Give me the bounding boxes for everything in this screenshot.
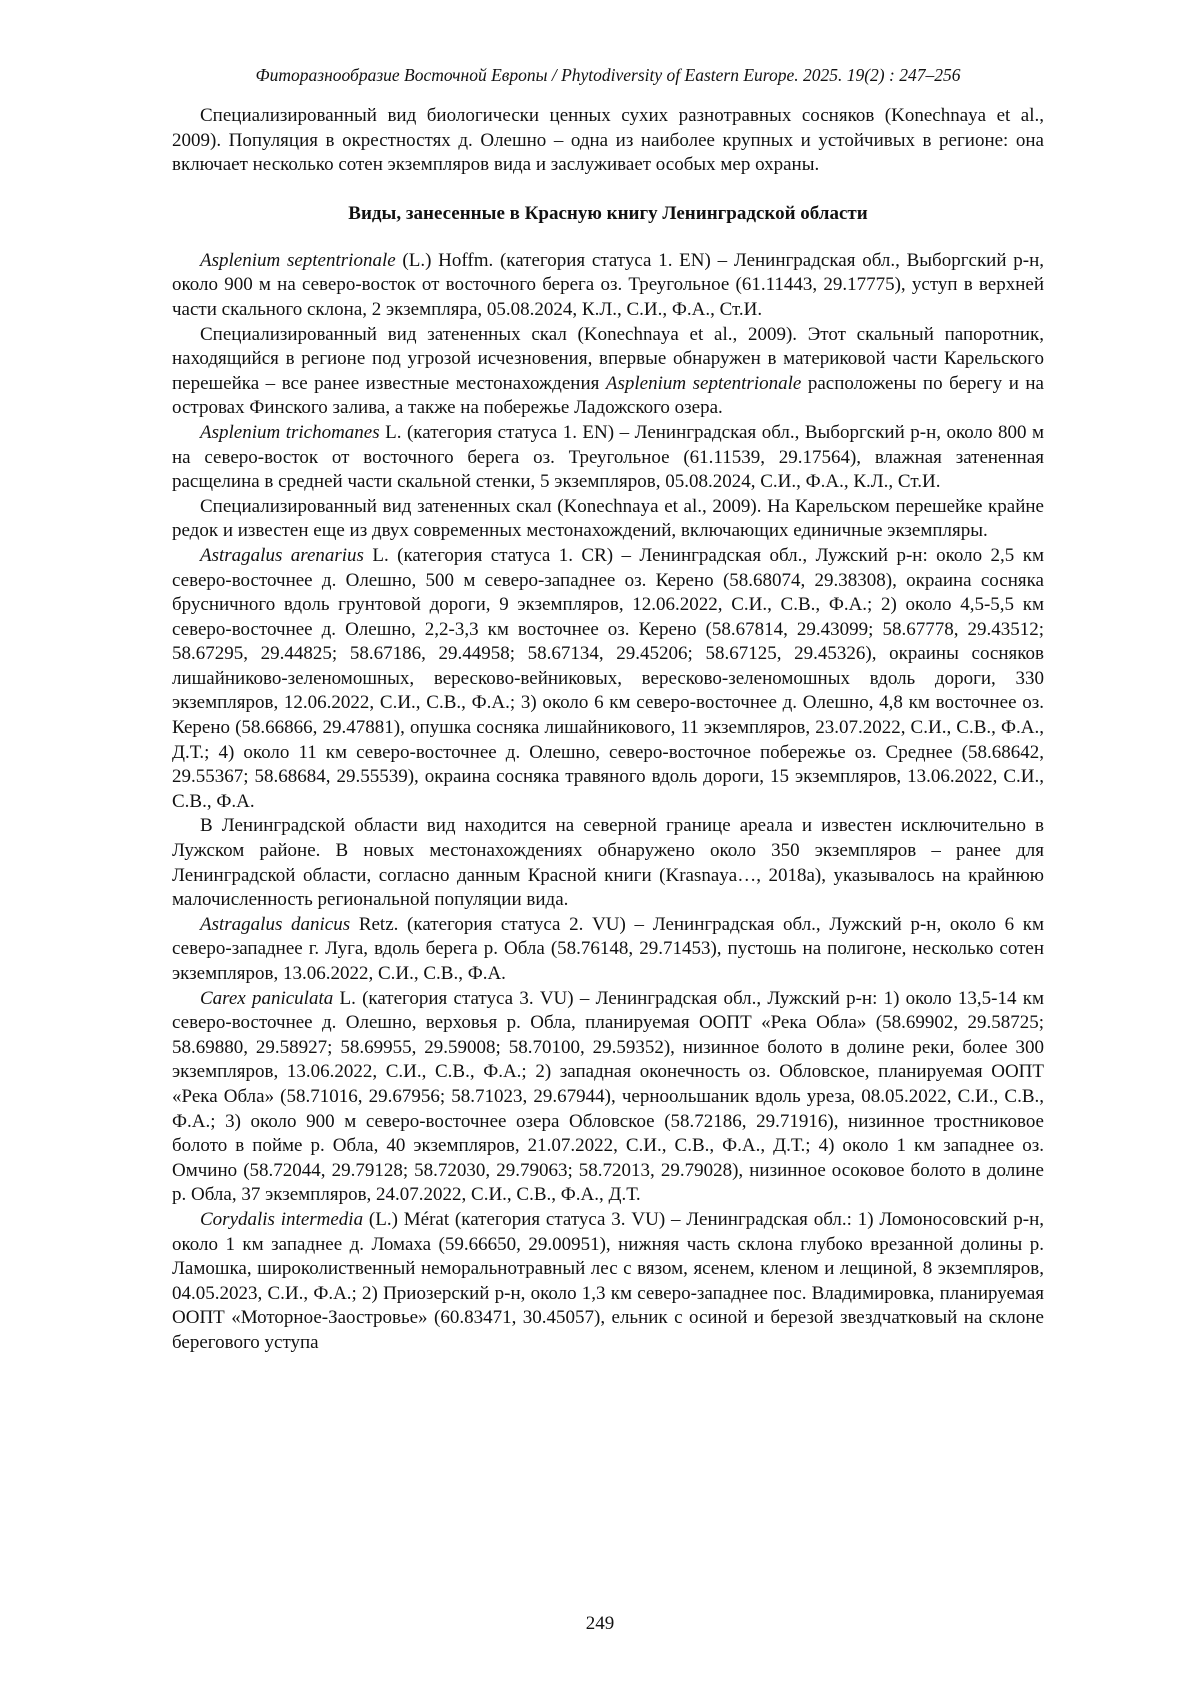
species-name: Carex paniculata xyxy=(200,988,333,1009)
text-run: L. (категория статуса 3. VU) – Ленинградская обл., Лужский р-н: 1) около 13,5-14 км северо-восточнее д. Олешно, верховья р. Обла, планируемая ООПТ «Река Обла» (58.69902, 29.58725; 58.69880, 29.58927; 58.69955, 29.59008; 58.70100, 29.59352), низинное болото в долине реки, более 300 экземпляров, 13.06.2022, С.И., С.В., Ф.А.; 2) западная оконечность оз. Обловское, планируемая ООПТ «Река Обла» (58.71016, 29.67956; 58.71023, 29.67944), черноольшаник вдоль уреза, 08.05.2022, С.И., С.В., Ф.А.; 3) около 900 м северо-восточнее озера Обловское (58.72186, 29.71916), низинное тростниковое болото в пойме р. Обла, 40 экземпляров, 21.07.2022, С.И., С.В., Ф.А., Д.Т.; 4) около 1 км западнее оз. Омчино (58.72044, 29.79128; 58.72030, 29.79063; 58.72013, 29.79028), низинное осоковое болото в долине р. Обла, 37 экземпляров, 24.07.2022, С.И., С.В., Ф.А., Д.Т. xyxy=(172,988,1044,1206)
page-body xyxy=(172,62,1044,1356)
text-run: (L.) Hoffm. (категория статуса 1. EN) – Ленинградская обл., Выборгский р-н, около 900 м на северо-восток от восточного берега оз. Треугольное (61.11443, 29.17775), уступ в верхней части скального склона, 2 экземпляра, 05.08.2024, К.Л., С.И., Ф.А., Ст.И. xyxy=(172,250,1044,320)
text-run: Retz. (категория статуса 2. VU) – Ленинградская обл., Лужский р-н, около 6 км северо-западнее г. Луга, вдоль берега р. Обла (58.76148, 29.71453), пустошь на полигоне, несколько сотен экземпляров, 13.06.2022, С.И., С.В., Ф.А. xyxy=(172,914,1044,984)
paragraph xyxy=(172,987,1044,1208)
paragraph xyxy=(172,544,1044,815)
paragraph xyxy=(172,814,1044,912)
paragraph xyxy=(172,104,1044,178)
species-name: Asplenium trichomanes xyxy=(200,422,380,443)
paragraph xyxy=(172,249,1044,323)
species-name: Asplenium septentrionale xyxy=(200,250,396,271)
text-run: В Ленинградской области вид находится на северной границе ареала и известен исключительно в Лужском районе. В новых местонахождениях обнаружено около 350 экземпляров – ранее для Ленинградской области, согласно данным Красной книги (Krasnaya…, 2018a), указывалось на крайнюю малочисленность региональной популяции вида. xyxy=(172,815,1044,910)
paragraph xyxy=(172,913,1044,987)
species-name: Astragalus arenarius xyxy=(200,545,364,566)
text-run: (L.) Mérat (категория статуса 3. VU) – Ленинградская обл.: 1) Ломоносовский р-н, около 1 км западнее д. Ломаха (59.66650, 29.00951), нижняя часть склона глубоко врезанной долины р. Ламошка, широколиственный неморальнотравный лес с вязом, ясенем, кленом и лещиной, 8 экземпляров, 04.05.2023, С.И., Ф.А.; 2) Приозерский р-н, около 1,3 км северо-западнее пос. Владимировка, планируемая ООПТ «Моторное-Заостровье» (60.83471, 30.45057), ельник с осиной и березой звездчатковый на склоне берегового уступа xyxy=(172,1209,1044,1353)
section-heading: Виды, занесенные в Красную книгу Ленинградской области xyxy=(172,202,1044,226)
species-name: Corydalis intermedia xyxy=(200,1209,363,1230)
paragraph xyxy=(172,495,1044,544)
paragraph xyxy=(172,421,1044,495)
running-header: Фиторазнообразие Восточной Европы / Phytodiversity of Eastern Europe. 2025. 19(2) : 247–256 xyxy=(172,62,1044,88)
species-name: Astragalus danicus xyxy=(200,914,350,935)
species-name: Asplenium septentrionale xyxy=(606,373,801,394)
page-number: 249 xyxy=(0,1613,1200,1635)
text-run: расположены по берегу и на островах Финского залива, а также на побережье Ладожского озера. xyxy=(172,373,1044,419)
text-run: Специализированный вид биологически ценных сухих разнотравных сосняков (Konechnaya et al., 2009). Популяция в окрестностях д. Олешно – одна из наиболее крупных и устойчивых в регионе: она включает несколько сотен экземпляров вида и заслуживает особых мер охраны. xyxy=(172,105,1044,175)
text-run: L. (категория статуса 1. EN) – Ленинградская обл., Выборгский р-н, около 800 м на северо-восток от восточного берега оз. Треугольное (61.11539, 29.17564), влажная затененная расщелина в средней части скальной стенки, 5 экземпляров, 05.08.2024, С.И., Ф.А., К.Л., Ст.И. xyxy=(172,422,1044,492)
article-content xyxy=(172,104,1044,1356)
text-run: L. (категория статуса 1. CR) – Ленинградская обл., Лужский р-н: около 2,5 км северо-восточнее д. Олешно, 500 м северо-западнее оз. Керено (58.68074, 29.38308), окраина сосняка брусничного вдоль грунтовой дороги, 9 экземпляров, 12.06.2022, С.И., С.В., Ф.А.; 2) около 4,5-5,5 км северо-восточнее д. Олешно, 2,2-3,3 км восточнее оз. Керено (58.67814, 29.43099; 58.67778, 29.43512; 58.67295, 29.44825; 58.67186, 29.44958; 58.67134, 29.45206; 58.67125, 29.45326), окраины сосняков лишайниково-зеленомошных, вересково-вейниковых, вересково-зеленомошных вдоль дороги, 330 экземпляров, 12.06.2022, С.И., С.В., Ф.А.; 3) около 6 км северо-восточнее д. Олешно, 4,8 км восточнее оз. Керено (58.66866, 29.47881), опушка сосняка лишайникового, 11 экземпляров, 23.07.2022, С.И., С.В., Ф.А., Д.Т.; 4) около 11 км северо-восточнее д. Олешно, северо-восточное побережье оз. Среднее (58.68642, 29.55367; 58.68684, 29.55539), окраина сосняка травяного вдоль дороги, 15 экземпляров, 13.06.2022, С.И., С.В., Ф.А. xyxy=(172,545,1044,812)
paragraph xyxy=(172,323,1044,421)
text-run: Специализированный вид затененных скал (Konechnaya et al., 2009). Этот скальный папоротник, находящийся в регионе под угрозой исчезновения, впервые обнаружен в материковой части Карельского перешейка – все ранее известные местонахождения xyxy=(172,324,1044,394)
text-run: Специализированный вид затененных скал (Konechnaya et al., 2009). На Карельском перешейке крайне редок и известен еще из двух современных местонахождений, включающих единичные экземпляры. xyxy=(172,496,1044,542)
paragraph xyxy=(172,1208,1044,1356)
